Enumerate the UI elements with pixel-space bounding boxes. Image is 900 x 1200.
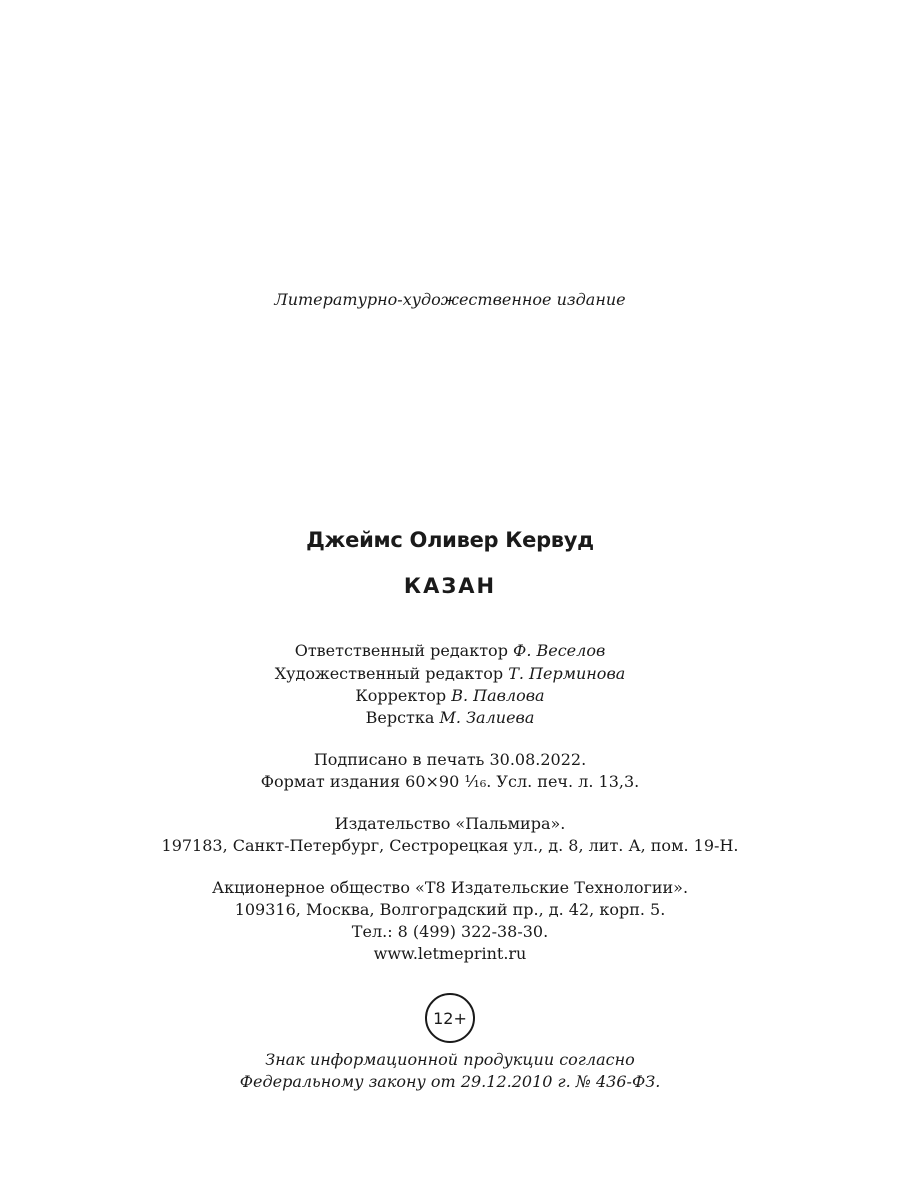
credit-proofreader <box>0 688 900 704</box>
credit-person: М. Залиева <box>439 708 535 727</box>
publisher-address: 197183, Санкт-Петербург, Сестрорецкая ул., д. 8, лит. А, пом. 19-Н. <box>161 836 739 855</box>
notice-line-1: Знак информационной продукции согласно <box>265 1050 635 1069</box>
credit-role: Ответственный редактор <box>294 641 508 660</box>
credit-executive-editor <box>0 643 900 659</box>
printer-phone: Тел.: 8 (499) 322-38-30. <box>351 922 549 941</box>
age-rating-label: 12+ <box>433 1008 467 1028</box>
credit-person: В. Павлова <box>451 686 545 705</box>
genre-label: Литературно-художественное издание <box>274 290 626 309</box>
print-format: Формат издания 60×90 ¹⁄₁₆. Усл. печ. л. 13,3. <box>260 772 640 791</box>
print-signed-date: Подписано в печать 30.08.2022. <box>313 750 587 769</box>
printer-address: 109316, Москва, Волгоградский пр., д. 42, корп. 5. <box>234 900 666 919</box>
credit-person: Т. Перминова <box>508 664 626 683</box>
printer-website: www.letmeprint.ru <box>373 944 527 963</box>
printer-name: Акционерное общество «Т8 Издательские Технологии». <box>211 878 689 897</box>
age-rating-badge <box>425 993 475 1043</box>
author-name: Джеймс Оливер Кервуд <box>306 528 594 552</box>
credit-role: Верстка <box>365 708 435 727</box>
credit-art-editor <box>0 666 900 682</box>
credit-person: Ф. Веселов <box>513 641 606 660</box>
credit-layout <box>0 710 900 726</box>
notice-line-2: Федеральному закону от 29.12.2010 г. № 436-ФЗ. <box>239 1072 661 1091</box>
book-title: КАЗАН <box>403 574 497 598</box>
credit-role: Корректор <box>355 686 447 705</box>
credit-role: Художественный редактор <box>274 664 504 683</box>
publisher-name: Издательство «Пальмира». <box>334 814 566 833</box>
